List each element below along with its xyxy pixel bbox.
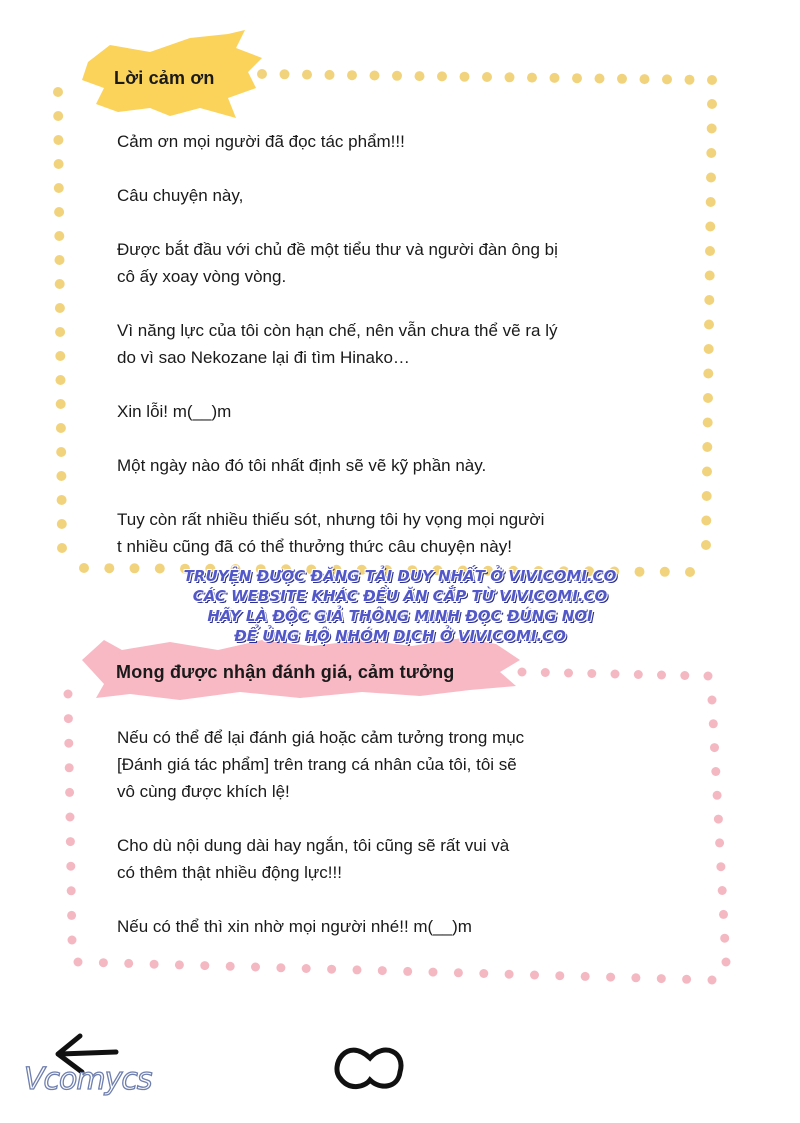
border-dot: [704, 320, 714, 330]
border-dot: [708, 976, 717, 985]
border-dot: [57, 495, 67, 505]
border-dot: [370, 71, 380, 81]
border-dot: [66, 813, 75, 822]
border-dot: [257, 69, 267, 79]
border-dot: [587, 669, 596, 678]
border-dot: [581, 972, 590, 981]
paragraph: Một ngày nào đó tôi nhất định sẽ vẽ kỹ phần này.: [117, 456, 487, 475]
paragraph: Cho dù nội dung dài hay ngắn, tôi cũng sẽ rất vui và có thêm thật nhiều động lực!!!: [117, 836, 510, 882]
border-dot: [55, 327, 65, 337]
border-dot: [54, 159, 64, 169]
border-dot: [437, 71, 447, 81]
border-dot: [572, 73, 582, 83]
border-dot: [429, 968, 438, 977]
border-dot: [479, 969, 488, 978]
border-dot: [57, 543, 67, 553]
border-dot: [595, 74, 605, 84]
border-dot: [708, 696, 717, 705]
border-dot: [65, 788, 74, 797]
border-dot: [53, 87, 63, 97]
border-dot: [680, 671, 689, 680]
border-dot: [54, 183, 64, 193]
notice-line: TRUYỆN ĐƯỢC ĐĂNG TẢI DUY NHẤT Ở VIVICOMI.CO: [183, 567, 617, 585]
border-dot: [564, 669, 573, 678]
border-dot: [67, 886, 76, 895]
notice-line: HÃY LÀ ĐỘC GIẢ THÔNG MINH ĐỌC ĐÚNG NƠI: [207, 607, 593, 625]
section2-heading: Mong được nhận đánh giá, cảm tưởng: [116, 662, 455, 682]
border-dot: [720, 934, 729, 943]
border-dot: [640, 74, 650, 84]
border-dot: [707, 124, 717, 134]
border-dot: [685, 75, 695, 85]
border-dot: [631, 973, 640, 982]
section2-body: [117, 724, 707, 967]
border-dot: [702, 442, 712, 452]
border-dot: [704, 344, 714, 354]
border-dot: [55, 351, 65, 361]
border-dot: [719, 910, 728, 919]
border-dot: [705, 246, 715, 256]
border-dot: [55, 303, 65, 313]
border-dot: [550, 73, 560, 83]
section1-body: [117, 128, 697, 587]
border-dot: [703, 393, 713, 403]
paragraph: Vì năng lực của tôi còn hạn chế, nên vẫn chưa thể vẽ ra lý do vì sao Nekozane lại đi tìm Hinako…: [117, 321, 558, 367]
border-dot: [722, 958, 731, 967]
section1-heading: Lời cảm ơn: [114, 68, 215, 88]
border-dot: [378, 966, 387, 975]
border-dot: [530, 971, 539, 980]
border-dot: [713, 791, 722, 800]
border-dot: [706, 173, 716, 183]
border-dot: [460, 72, 470, 82]
notice-line: ĐỂ ỦNG HỘ NHÓM DỊCH Ở VIVICOMI.CO: [234, 627, 566, 645]
border-dot: [64, 739, 73, 748]
border-dot: [704, 672, 713, 681]
border-dot: [56, 471, 66, 481]
border-dot: [714, 815, 723, 824]
border-dot: [66, 837, 75, 846]
border-dot: [617, 74, 627, 84]
border-dot: [704, 295, 714, 305]
border-dot: [657, 974, 666, 983]
border-dot: [707, 99, 717, 109]
border-dot: [64, 690, 73, 699]
border-dot: [54, 207, 64, 217]
border-dot: [53, 135, 63, 145]
border-dot: [706, 148, 716, 158]
border-dot: [702, 491, 712, 501]
paragraph: Xin lỗi! m(__)m: [117, 402, 232, 421]
border-dot: [74, 958, 83, 967]
border-dot: [415, 71, 425, 81]
site-notice: [0, 566, 800, 646]
border-dot: [68, 936, 77, 945]
border-dot: [682, 975, 691, 984]
paragraph: Nếu có thể để lại đánh giá hoặc cảm tưởng trong mục [Đánh giá tác phẩm] trên trang cá nhân của tôi, tôi sẽ vô cùng được khích lệ!: [117, 728, 525, 801]
border-dot: [716, 862, 725, 871]
border-dot: [347, 70, 357, 80]
border-dot: [662, 74, 672, 84]
border-dot: [67, 911, 76, 920]
border-dot: [657, 671, 666, 680]
paragraph: Tuy còn rất nhiều thiếu sót, nhưng tôi hy vọng mọi người t nhiều cũng đã có thể thưởng thức câu chuyện này!: [117, 510, 545, 556]
border-dot: [505, 970, 514, 979]
border-dot: [703, 418, 713, 428]
border-dot: [392, 71, 402, 81]
border-dot: [403, 967, 412, 976]
border-dot: [55, 279, 65, 289]
border-dot: [53, 111, 63, 121]
border-dot: [55, 255, 65, 265]
border-dot: [611, 670, 620, 679]
border-dot: [709, 719, 718, 728]
paragraph: Cảm ơn mọi người đã đọc tác phẩm!!!: [117, 132, 405, 151]
border-dot: [711, 767, 720, 776]
border-dot: [454, 968, 463, 977]
border-dot: [66, 862, 75, 871]
border-dot: [702, 467, 712, 477]
border-dot: [703, 369, 713, 379]
border-dot: [705, 222, 715, 232]
border-dot: [505, 72, 515, 82]
border-dot: [715, 838, 724, 847]
border-dot: [56, 399, 66, 409]
border-dot: [482, 72, 492, 82]
border-dot: [65, 763, 74, 772]
border-dot: [54, 231, 64, 241]
border-dot: [555, 971, 564, 980]
border-dot: [707, 75, 717, 85]
watermark-logo: Vcomycs: [24, 1062, 152, 1097]
border-dot: [541, 668, 550, 677]
border-dot: [518, 668, 527, 677]
border-dot: [99, 958, 108, 967]
heart-icon: [337, 1050, 401, 1087]
border-dot: [56, 375, 66, 385]
paragraph: Được bắt đầu với chủ đề một tiểu thư và người đàn ông bị cô ấy xoay vòng vòng.: [117, 240, 558, 286]
border-dot: [710, 743, 719, 752]
border-dot: [56, 447, 66, 457]
border-dot: [527, 73, 537, 83]
border-dot: [701, 540, 711, 550]
paragraph: Câu chuyện này,: [117, 186, 244, 205]
border-dot: [634, 670, 643, 679]
border-dot: [56, 423, 66, 433]
paragraph: Nếu có thể thì xin nhờ mọi người nhé!! m(__)m: [117, 917, 472, 936]
border-dot: [280, 69, 290, 79]
border-dot: [64, 714, 73, 723]
border-dot: [57, 519, 67, 529]
border-dot: [706, 197, 716, 207]
border-dot: [325, 70, 335, 80]
border-dot: [606, 973, 615, 982]
border-dot: [302, 70, 312, 80]
notice-line: CÁC WEBSITE KHÁC ĐỀU ĂN CẮP TỪ VIVICOMI.CO: [192, 587, 608, 605]
border-dot: [701, 516, 711, 526]
border-dot: [718, 886, 727, 895]
border-dot: [705, 271, 715, 281]
